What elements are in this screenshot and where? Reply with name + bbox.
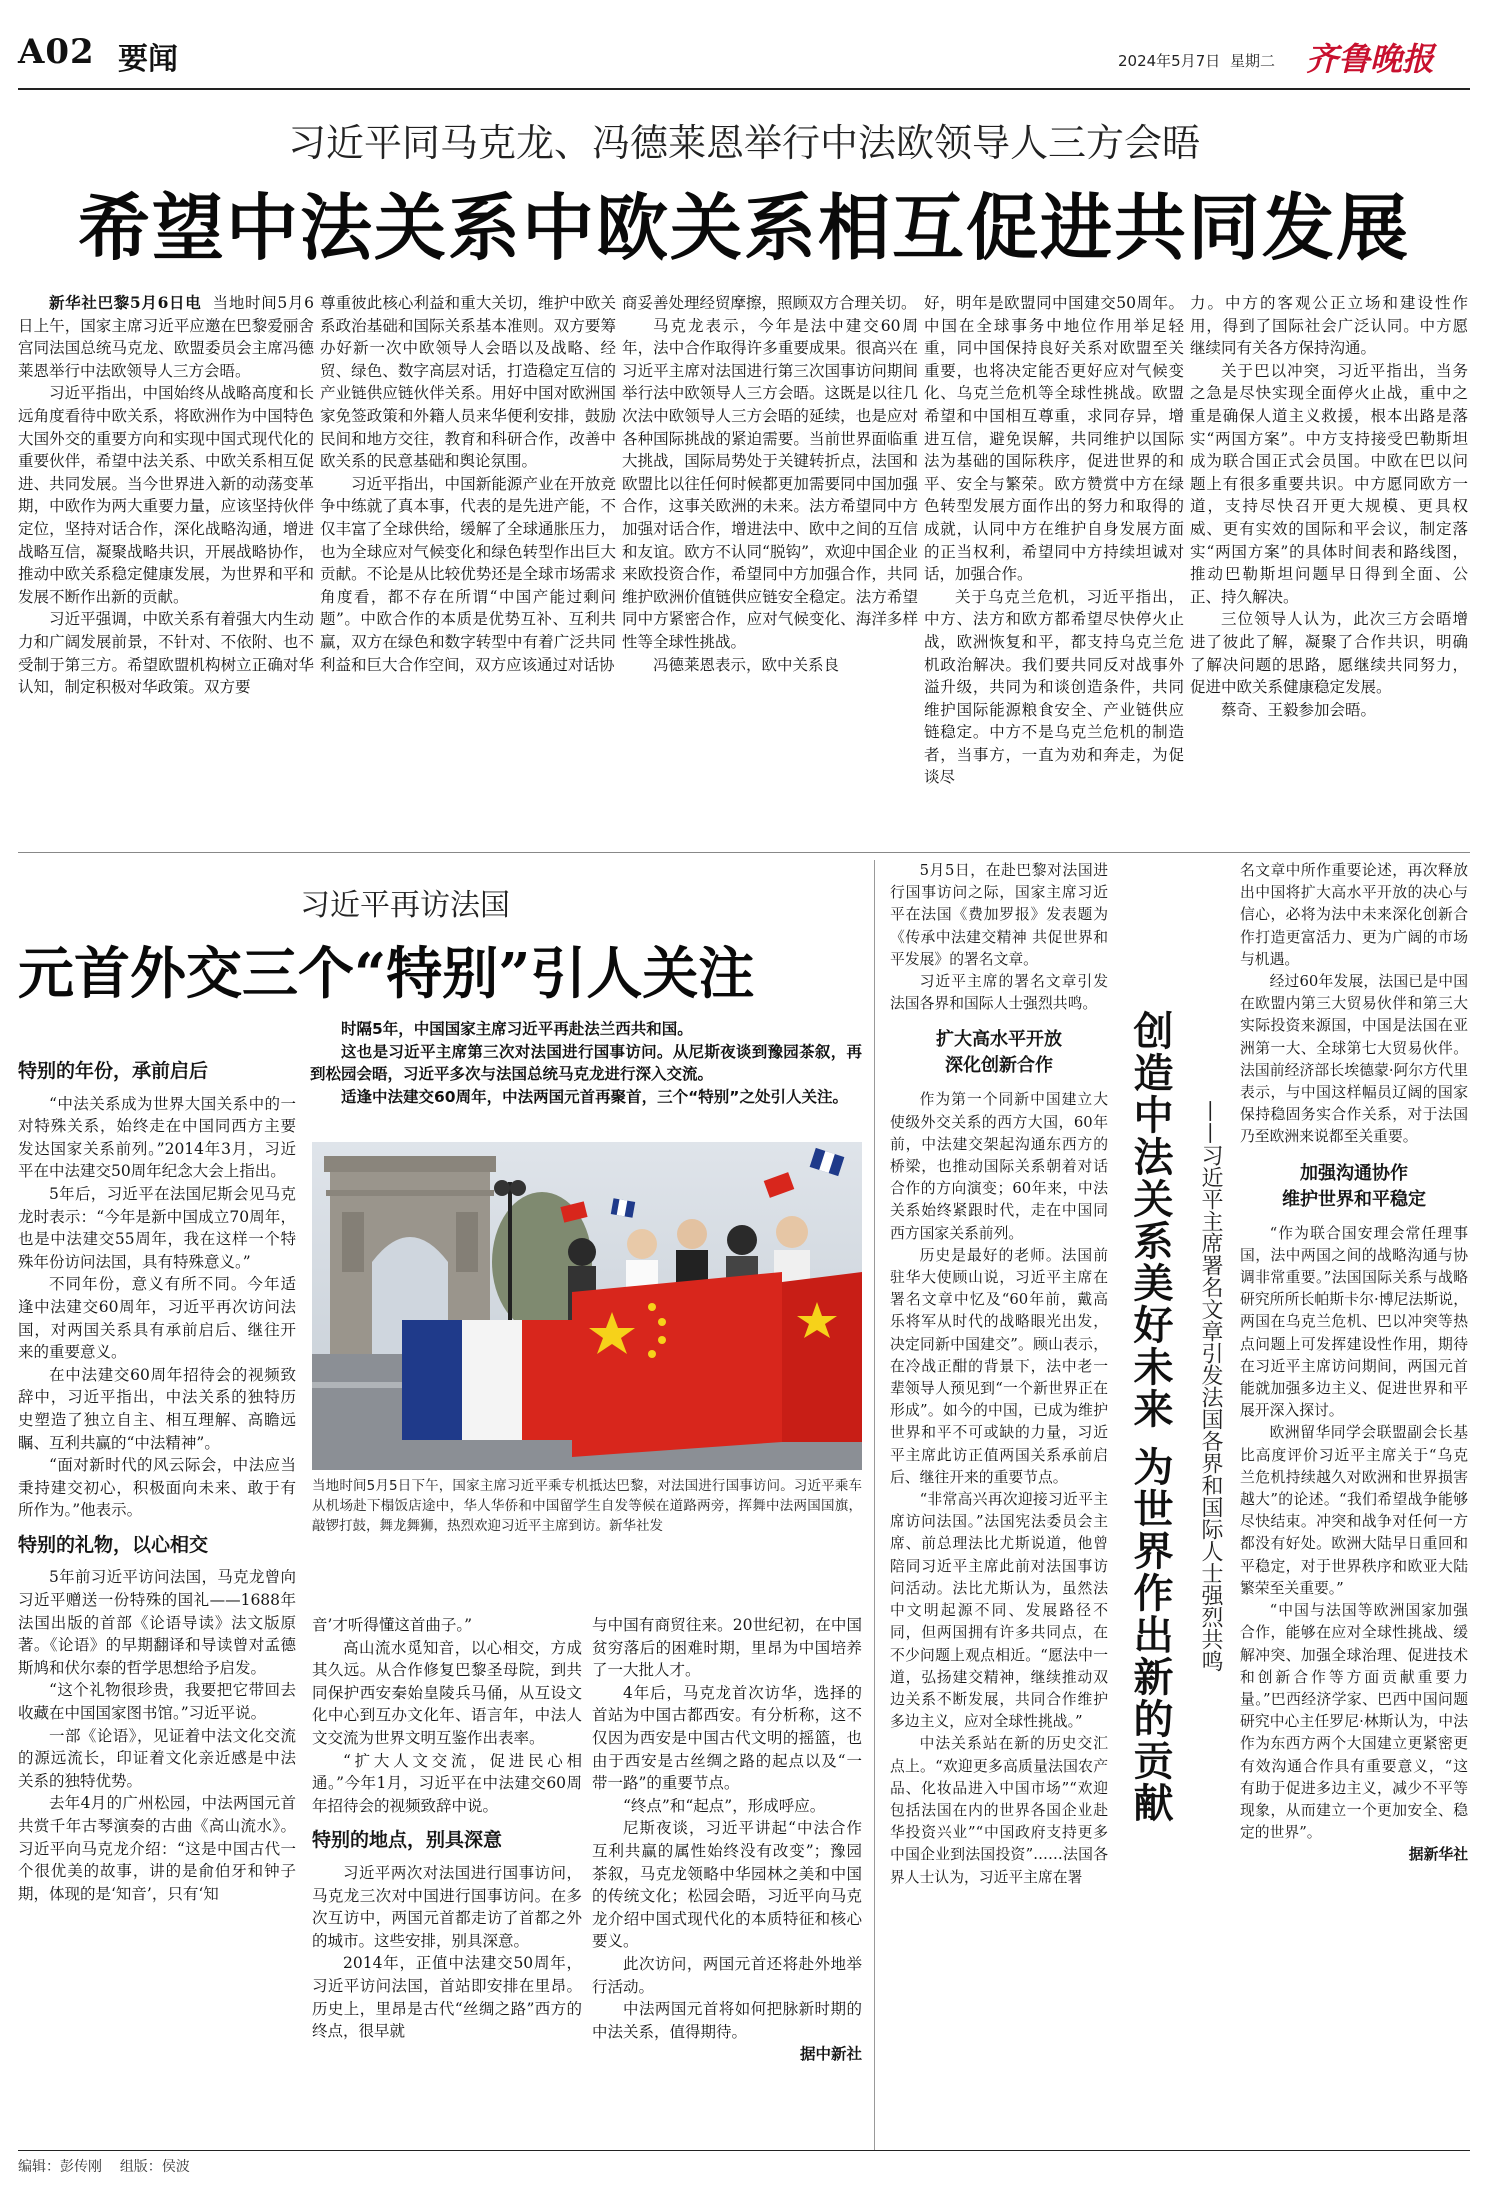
story3-vertical-headline: 创造中法关系美好未来 为世界作出新的贡献 [1127,1010,1174,1824]
story1-kicker: 习近平同马克龙、冯德莱恩举行中法欧领导人三方会晤 [287,121,1200,165]
story1-column-2: 尊重彼此核心利益和重大关切，维护中欧关系政治基础和国际关系基本准则。双方要筹办好新一次中欧领导人会晤以及战略、经贸、绿色、数字高层对话，打造稳定互信的产业链供应链伙伴关系。用好中国对欧洲国家免签政策和外籍人员来华便利安排，鼓励民间和地方交往，教育和科研合作，改善中欧关系的民意基础和舆论氛围。 习近平指出，中国新能源产业在开放竞争中练就了真本事，代表的是先进产能，不仅丰富了全球供给，缓解了全球通胀压力，也为全球应对气候变化和绿色转型作出巨大贡献。不论是从比较优势还是全球市场需求角度看，都不存在所谓“中国产能过剩问题”。中欧合作的本质是优势互补、互利共赢，双方在绿色和数字转型中有着广泛共同利益和巨大合作空间，双方应该通过对话协 [320,294,616,674]
section-name: 要闻 [118,42,178,77]
story2-lead: 时隔5年，中国国家主席习近平再赴法兰西共和国。 这也是习近平主席第三次对法国进行国事访问。从尼斯夜谈到豫园茶叙，再到松园会晤，习近平多次与法国总统马克龙进行深入交流。 适逢中法建交60周年，中法两国元首再聚首，三个“特别”之处引人关注。 [310,1020,862,1106]
header-rule [18,88,1470,90]
story3-source: 据新华社 [1408,1846,1468,1864]
footer-layout: 组版：侯波 [119,2159,190,2175]
story2-column-B: 音’才听得懂这首曲子。” 高山流水觅知音，以心相交，方成其久远。从合作修复巴黎圣母院，到共同保护西安秦始皇陵兵马俑，从互设文化中心到互办文化年、语言年，中法人文交流为世界文明互鉴作出表率。 “扩大人文交流，促进民心相通。”今年1月，习近平在中法建交60周年招待会的视频致辞中说。 特别的地点，别具深意 习近平两次对法国进行国事访问，马克龙三次对中国进行国事访问。在多次互访中，两国元首都走访了首都之外的城市。这些安排，别具深意。 2014年，正值中法建交50周年，习近平访问法国，首站即安排在里昂。历史上，里昂是古代“丝绸之路”西方的终点，很早就 [312,1616,582,2041]
photo-caption: 当地时间5月5日下午，国家主席习近平乘专机抵达巴黎，对法国进行国事访问。习近平乘车从机场赴下榻饭店途中，华人华侨和中国留学生自发等候在道路两旁，挥舞中法两国国旗，敲锣打鼓，舞龙舞狮，热烈欢迎习近平主席到访。新华社发 [312,1478,862,1534]
story3-subhead-1: 扩大高水平开放 深化创新合作 [936,1029,1062,1077]
newspaper-logo: 齐鲁晚报 [1306,40,1435,78]
story1-column-1: 新华社巴黎5月6日电 当地时间5月6日上午，国家主席习近平应邀在巴黎爱丽舍宫同法国总统马克龙、欧盟委员会主席冯德莱恩举行中法欧领导人三方会晤。 习近平指出，中国始终从战略高度和长远角度看待中欧关系，将欧洲作为中国特色大国外交的重要方向和实现中国式现代化的重要伙伴，希望中法关系、中欧关系相互促进、共同发展。当今世界进入新的动荡变革期，中欧作为两大重要力量，应该坚持伙伴定位，坚持对话合作，深化战略沟通，增进战略互信，凝聚战略共识，开展战略协作，推动中欧关系稳定健康发展，为世界和平和发展不断作出新的贡献。 习近平强调，中欧关系有着强大内生动力和广阔发展前景，不针对、不依附、也不受制于第三方。希望欧盟机构树立正确对华认知，制定积极对华政策。双方要 [18,293,314,697]
story1-bottom-rule [18,852,1470,853]
story1-column-4: 好，明年是欧盟同中国建交50周年。中国在全球事务中地位作用举足轻重，同中国保持良好关系对欧盟至关重要，也将决定能否更好应对气候变化、乌克兰危机等全球性挑战。欧盟希望和中国相互尊重，求同存异，增进互信，避免误解，共同维护以国际法为基础的国际秩序，促进世界的和平、安全与繁荣。欧方赞赏中方在绿色转型发展方面作出的努力和取得的成就，认同中方在维护自身发展方面的正当权利，希望同中方持续坦诚对话，加强合作。 关于乌克兰危机，习近平指出，中方、法方和欧方都希望尽快停火止战，欧洲恢复和平，都支持乌克兰危机政治解决。我们要共同反对战事外溢升级，共同为和谈创造条件，共同维护国际能源粮食安全、产业链供应链稳定。中方不是乌克兰危机的制造者，当事方，一直为劝和奔走，为促谈尽 [924,294,1184,787]
footer-editor: 编辑：彭传刚 [18,2159,102,2175]
story3-column-D: 5月5日，在赴巴黎对法国进行国事访问之际，国家主席习近平在法国《费加罗报》发表题为《传承中法建交精神 共促世界和平发展》的署名文章。 习近平主席的署名文章引发法国各界和国际人士强烈共鸣。 扩大高水平开放 深化创新合作 作为第一个同新中国建立大使级外交关系的西方大国，60年前，中法建交架起沟通东西方的桥梁，也推动国际关系朝着对话合作的方向演变；60年来，中法关系始终紧跟时代，走在中国同西方国家关系前列。 历史是最好的老师。法国前驻华大使顾山说，习近平主席在署名文章中忆及“60年前，戴高乐将军从时代的战略眼光出发，决定同新中国建交”。顾山表示，在冷战正酣的背景下，法中老一辈领导人预见到“一个新世界正在形成”。如今的中国，已成为维护世界和平不可或缺的力量，习近平主席此访正值两国关系承前启后、继往开来的重要节点。 “非常高兴再次迎接习近平主席访问法国。”法国宪法委员会主席、前总理法比尤斯说道，他曾陪同习近平主席此前对法国事访问活动。法比尤斯认为，虽然法中文明起源不同、发展路径不同，但两国拥有许多共同点，在不少问题上观点相近。“愿法中一道，弘扬建交精神，继续推动双边关系不断发展，共同合作维护多边主义，应对全球性挑战。” 中法关系站在新的历史交汇点上。“欢迎更多高质量法国农产品、化妆品进入中国市场”“欢迎包括法国在内的世界各国企业赴华投资兴业”“中国政府支持更多中国企业到法国投资”……法国各界人士认为，习近平主席在署 [890,862,1108,1886]
story2-headline: 元首外交三个“特别”引人关注 [18,941,755,1007]
arc-de-triomphe-crowd-photo [312,1142,862,1470]
story3-subhead-2: 加强沟通协作 维护世界和平稳定 [1282,1162,1426,1210]
story1-headline: 希望中法关系中欧关系相互促进共同发展 [77,185,1410,270]
story3-vertical-kicker: ——习近平主席署名文章引发法国各界和国际人士强烈共鸣 [1198,1100,1223,1672]
page-number: A02 [18,32,95,72]
story2-subhead-3: 特别的地点，别具深意 [312,1829,503,1852]
story2-source: 据中新社 [799,2044,862,2064]
issue-date: 2024年5月7日 [1118,52,1221,70]
story-divider [874,860,875,2150]
issue-weekday: 星期二 [1230,52,1276,70]
story2-column-C: 与中国有商贸往来。20世纪初，在中国贫穷落后的困难时期，里昂为中国培养了一大批人才。 4年后，马克龙首次访华，选择的首站为中国古都西安。有分析称，这不仅因为西安是中国古代文明的摇篮，也由于西安是古丝绸之路的起点以及“一带一路”的重要节点。 “终点”和“起点”，形成呼应。 尼斯夜谈，习近平讲起“中法合作互利共赢的属性始终没有改变”；豫园茶叙，马克龙领略中华园林之美和中国的传统文化；松园会晤，习近平向马克龙介绍中国式现代化的本质特征和核心要义。 此次访问，两国元首还将赴外地举行活动。 中法两国元首将如何把脉新时期的中法关系，值得期待。 据中新社 [592,1614,862,2134]
story3-column-E: 名文章中所作重要论述，再次释放出中国将扩大高水平开放的决心与信心，必将为法中未来深化创新合作打造更富活力、更为广阔的市场与机遇。 经过60年发展，法国已是中国在欧盟内第三大贸易伙伴和第三大实际投资来源国，中国是法国在亚洲第一大、全球第七大贸易伙伴。法国前经济部长埃德蒙·阿尔方代里表示，与中国这样幅员辽阔的国家保持稳固务实合作关系，对于法国乃至欧洲来说都至关重要。 加强沟通协作 维护世界和平稳定 “作为联合国安理会常任理事国，法中两国之间的战略沟通与协调非常重要。”法国国际关系与战略研究所所长帕斯卡尔·博尼法斯说，两国在乌克兰危机、巴以冲突等热点问题上可发挥建设性作用，期待在习近平主席访问期间，两国元首能就加强多边主义、促进世界和平展开深入探讨。 欧洲留华同学会联盟副会长基比高度评价习近平主席关于“乌克兰危机持续越久对欧洲和世界损害越大”的论述。“我们希望战争能够尽快结束。冲突和战争对任何一方都没有好处。欧洲大陆早日重回和平稳定，对于世界秩序和欧亚大陆繁荣至关重要。” “中国与法国等欧洲国家加强合作，能够在应对全球性挑战、缓解冲突、加强全球治理、促进技术和创新合作等方面贡献重要力量。”巴西经济学家、巴西中国问题研究中心主任罗尼·林斯认为，中法作为东西方两个大国建立更紧密更有效沟通合作具有重要意义，“这有助于促进多边主义，减少不平等现象，从而建立一个更加安全、稳定的世界”。 据新华社 [1240,860,1468,2140]
story1-column-3: 商妥善处理经贸摩擦，照顾双方合理关切。 马克龙表示，今年是法中建交60周年，法中合作取得许多重要成果。很高兴在习近平主席对法国进行第三次国事访问期间举行法中欧领导人三方会晤。这既是以往几次法中欧领导人三方会晤的延续，也是应对各种国际挑战的紧迫需要。当前世界面临重大挑战，国际局势处于关键转折点，法国和欧盟比以往任何时候都更加需要同中国加强合作，这事关欧洲的未来。法方希望同中方加强对话合作，增进法中、欧中之间的互信和友谊。欧方不认同“脱钩”，欢迎中国企业来欧投资合作，希望同中方加强合作，共同维护欧洲价值链供应链安全稳定。法方希望同中方紧密合作，应对气候变化、海洋多样性等全球性挑战。 冯德莱恩表示，欧中关系良 [622,294,918,674]
page-header [18,28,1470,88]
story1-dateline: 新华社巴黎5月6日电 [49,293,202,312]
story2-column-A: 特别的年份，承前启后 “中法关系成为世界大国关系中的一对特殊关系，始终走在中国同西方主要发达国家关系前列。”2014年3月，习近平在中法建交50周年纪念大会上指出。 5年后，习近平在法国尼斯会见马克龙时表示：“今年是新中国成立70周年，也是中法建交55周年，我在这样一个特殊年份访问法国，具有特殊意义。” 不同年份，意义有所不同。今年适逢中法建交60周年，习近平再次访问法国，对两国关系具有承前启后、继往开来的重要意义。 在中法建交60周年招待会的视频致辞中，习近平指出，中法关系的独特历史塑造了独立自主、相互理解、高瞻远瞩、互利共赢的“中法精神”。 “面对新时代的风云际会，中法应当秉持建交初心，积极面向未来、敢于有所作为。”他表示。 特别的礼物，以心相交 5年前习近平访问法国，马克龙曾向习近平赠送一份特殊的国礼——1688年法国出版的首部《论语导读》法文版原著。《论语》的早期翻译和导读曾对孟德斯鸠和伏尔泰的哲学思想给予启发。 “这个礼物很珍贵，我要把它带回去收藏在中国国家图书馆。”习近平说。 一部《论语》，见证着中法文化交流的源远流长，印证着文化亲近感是中法关系的独特优势。 去年4月的广州松园，中法两国元首共赏千年古琴演奏的古曲《高山流水》。习近平向马克龙介绍：“这是中国古代一个很优美的故事，讲的是俞伯牙和钟子期，体现的是‘知音’，只有‘知 [18,1060,296,1903]
news-photo [312,1142,862,1470]
footer-credits [18,2156,190,2176]
story2-subhead-1: 特别的年份，承前启后 [18,1060,209,1082]
story1-column-5: 力。中方的客观公正立场和建设性作用，得到了国际社会广泛认同。中方愿继续同有关各方保持沟通。 关于巴以冲突，习近平指出，当务之急是尽快实现全面停火止战，重中之重是确保人道主义救援，根本出路是落实“两国方案”。中方支持接受巴勒斯坦成为联合国正式会员国。中欧在巴以问题上有很多重要共识。中方愿同欧方一道，支持尽快召开更大规模、更具权威、更有实效的国际和平会议，制定落实“两国方案”的具体时间表和路线图，推动巴勒斯坦问题早日得到全面、公正、持久解决。 三位领导人认为，此次三方会晤增进了彼此了解，凝聚了合作共识，明确了解决问题的思路，愿继续共同努力，促进中欧关系健康稳定发展。 蔡奇、王毅参加会晤。 [1190,294,1468,719]
story2-kicker: 习近平再访法国 [300,888,510,923]
story2-subhead-2: 特别的礼物，以心相交 [18,1533,209,1556]
footer-rule [18,2150,1470,2151]
